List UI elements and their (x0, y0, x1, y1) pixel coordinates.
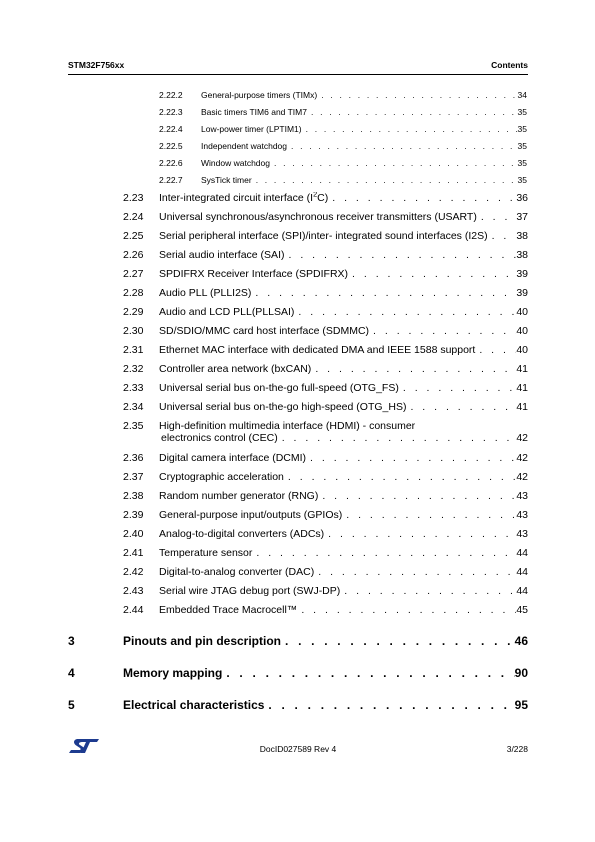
toc-title: Universal serial bus on-the-go full-speed (OTG_FS) (159, 382, 399, 394)
toc-number: 2.33 (123, 382, 144, 394)
toc-entry-2-42[interactable] (123, 566, 528, 581)
toc-number: 2.22.7 (159, 175, 183, 185)
toc-leader (294, 306, 516, 318)
toc-leader (287, 141, 518, 151)
toc-title: Random number generator (RNG) (159, 490, 319, 502)
toc-entry-2-29[interactable] (123, 306, 528, 321)
toc-title: General-purpose input/outputs (GPIOs) (159, 509, 343, 521)
toc-page: 46 (514, 634, 528, 648)
toc-title: Controller area network (bxCAN) (159, 363, 312, 375)
toc-leader (406, 401, 516, 413)
toc-page: 34 (517, 90, 527, 100)
toc-leader (297, 604, 516, 616)
toc-leader (222, 666, 514, 680)
toc-title: Temperature sensor (159, 547, 253, 559)
toc-leader (318, 490, 516, 502)
toc-number: 5 (68, 698, 75, 712)
toc-title: Pinouts and pin description (123, 634, 282, 648)
toc-number: 2.43 (123, 585, 144, 597)
toc-title: Window watchdog (201, 158, 270, 168)
toc-leader (284, 249, 516, 261)
toc-leader (307, 107, 518, 117)
toc-entry-2-34[interactable] (123, 401, 528, 416)
toc-title-line2: electronics control (CEC) (161, 432, 278, 444)
toc-page: 41 (516, 382, 528, 394)
toc-title: Serial peripheral interface (SPI)/inter- integrated sound interfaces (I2S) (159, 230, 488, 242)
toc-page: 40 (516, 325, 528, 337)
toc-page: 40 (516, 306, 528, 318)
toc-entry-2-30[interactable] (123, 325, 528, 340)
toc-page: 43 (516, 509, 528, 521)
toc-number: 2.26 (123, 249, 144, 261)
toc-entry-2-36[interactable] (123, 452, 528, 467)
toc-entry-2-43[interactable] (123, 585, 528, 600)
toc-entry-2-22-3[interactable] (159, 107, 527, 120)
toc-number: 2.31 (123, 344, 144, 356)
toc-title: Inter-integrated circuit interface $(I^2C)$ (159, 192, 329, 204)
toc-leader (270, 158, 518, 168)
toc-page: 44 (516, 566, 528, 578)
toc-entry-5[interactable] (68, 698, 528, 715)
toc-entry-2-22-2[interactable] (159, 90, 527, 103)
toc-entry-3[interactable] (68, 634, 528, 651)
toc-page: 43 (516, 490, 528, 502)
toc-title: Universal serial bus on-the-go high-speed (OTG_HS) (159, 401, 407, 413)
toc-page: 35 (517, 175, 527, 185)
toc-number: 2.37 (123, 471, 144, 483)
toc-page: 35 (517, 107, 527, 117)
toc-entry-2-44[interactable] (123, 604, 528, 619)
toc-entry-2-24[interactable] (123, 211, 528, 226)
toc-number: 2.38 (123, 490, 144, 502)
toc-leader (252, 175, 518, 185)
toc-leader (281, 634, 515, 648)
toc-leader (348, 268, 516, 280)
toc-title: Digital-to-analog converter (DAC) (159, 566, 315, 578)
toc-number: 2.22.5 (159, 141, 183, 151)
toc-page: 35 (517, 141, 527, 151)
toc-page: 95 (514, 698, 528, 712)
toc-entry-2-22-5[interactable] (159, 141, 527, 154)
toc-leader (252, 547, 516, 559)
toc-leader (317, 90, 517, 100)
toc-title: SPDIFRX Receiver Interface (SPDIFRX) (159, 268, 349, 280)
header-part-number: STM32F756xx (68, 60, 125, 70)
toc-entry-2-32[interactable] (123, 363, 528, 378)
toc-number: 2.34 (123, 401, 144, 413)
toc-number: 2.42 (123, 566, 144, 578)
toc-number: 4 (68, 666, 75, 680)
toc-page: 39 (516, 287, 528, 299)
toc-entry-2-38[interactable] (123, 490, 528, 505)
toc-number: 2.27 (123, 268, 144, 280)
toc-number: 2.39 (123, 509, 144, 521)
toc-page: 38 (516, 230, 528, 242)
toc-page: 45 (516, 604, 528, 616)
toc-number: 2.30 (123, 325, 144, 337)
toc-entry-2-22-6[interactable] (159, 158, 527, 171)
toc-entry-2-22-7[interactable] (159, 175, 527, 188)
toc-title: SD/SDIO/MMC card host interface (SDMMC) (159, 325, 370, 337)
toc-number: 2.28 (123, 287, 144, 299)
toc-leader (284, 471, 516, 483)
toc-number: 2.36 (123, 452, 144, 464)
page-number: 3/228 (506, 744, 528, 754)
toc-number: 2.22.2 (159, 90, 183, 100)
toc-entry-4[interactable] (68, 666, 528, 683)
toc-leader (399, 382, 516, 394)
toc-leader (314, 566, 516, 578)
toc-leader (278, 432, 517, 444)
toc-entry-2-37[interactable] (123, 471, 528, 486)
document-id: DocID027589 Rev 4 (259, 744, 337, 754)
toc-title: Independent watchdog (201, 141, 288, 151)
toc-leader (251, 287, 516, 299)
toc-entry-2-31[interactable] (123, 344, 528, 359)
toc-title: SysTick timer (201, 175, 252, 185)
toc-page: 35 (517, 158, 527, 168)
toc-entry-2-27[interactable] (123, 268, 528, 283)
toc-entry-2-28[interactable] (123, 287, 528, 302)
toc-entry-2-41[interactable] (123, 547, 528, 562)
toc-number: 2.44 (123, 604, 144, 616)
toc-number: 2.23 (123, 192, 144, 204)
toc-number: 2.25 (123, 230, 144, 242)
toc-entry-2-39[interactable] (123, 509, 528, 524)
toc-entry-2-23[interactable] (123, 192, 528, 207)
toc-page: 42 (516, 452, 528, 464)
toc-leader (306, 452, 516, 464)
toc-leader (342, 509, 516, 521)
toc-number: 2.41 (123, 547, 144, 559)
toc-page: 39 (516, 268, 528, 280)
toc-title: Audio PLL (PLLI2S) (159, 287, 252, 299)
toc-page: 35 (517, 124, 527, 134)
toc-entry-2-25[interactable] (123, 230, 528, 245)
toc-leader (369, 325, 516, 337)
toc-page: 44 (516, 547, 528, 559)
toc-leader (340, 585, 516, 597)
toc-title: General-purpose timers (TIMx) (201, 90, 318, 100)
toc-entry-2-35[interactable] (123, 420, 528, 448)
toc-number: 2.29 (123, 306, 144, 318)
toc-leader (264, 698, 514, 712)
toc-leader (311, 363, 516, 375)
toc-page: 37 (516, 211, 528, 223)
toc-leader (488, 230, 517, 242)
toc-page: 42 (516, 471, 528, 483)
toc-title: Embedded Trace Macrocell™ (159, 604, 298, 616)
toc-title: Basic timers TIM6 and TIM7 (201, 107, 307, 117)
toc-leader (477, 211, 516, 223)
toc-number: 2.35 (123, 420, 144, 432)
toc-title: Memory mapping (123, 666, 223, 680)
toc-page: 42 (516, 432, 528, 444)
toc-leader (328, 192, 516, 204)
toc-entry-2-33[interactable] (123, 382, 528, 397)
toc-title: Ethernet MAC interface with dedicated DMA and IEEE 1588 support (159, 344, 476, 356)
toc-page: 44 (516, 585, 528, 597)
toc-number: 2.22.6 (159, 158, 183, 168)
toc-page: 41 (516, 363, 528, 375)
page-header (68, 58, 528, 75)
toc-title: Analog-to-digital converters (ADCs) (159, 528, 325, 540)
toc-page: 40 (516, 344, 528, 356)
toc-number: 2.40 (123, 528, 144, 540)
toc-title: Digital camera interface (DCMI) (159, 452, 307, 464)
toc-title: High-definition multimedia interface (HDMI) - consumer (159, 420, 416, 432)
toc-title: Audio and LCD PLL(PLLSAI) (159, 306, 295, 318)
toc-title: Serial wire JTAG debug port (SWJ-DP) (159, 585, 341, 597)
toc-leader (324, 528, 516, 540)
toc-title: Universal synchronous/asynchronous receiver transmitters (USART) (159, 211, 477, 223)
toc-leader (475, 344, 516, 356)
toc-number: 3 (68, 634, 75, 648)
toc-page: 36 (516, 192, 528, 204)
toc-title: Serial audio interface (SAI) (159, 249, 285, 261)
toc-number: 2.32 (123, 363, 144, 375)
toc-page: 90 (514, 666, 528, 680)
toc-leader (302, 124, 518, 134)
toc-title: Cryptographic acceleration (159, 471, 284, 483)
toc-title-continuation (159, 432, 528, 444)
toc-entry-2-40[interactable] (123, 528, 528, 543)
toc-title: Low-power timer (LPTIM1) (201, 124, 302, 134)
page-footer (68, 738, 528, 758)
toc-entry-2-26[interactable] (123, 249, 528, 264)
toc-page: 41 (516, 401, 528, 413)
header-section-title: Contents (491, 60, 528, 70)
toc-number: 2.22.3 (159, 107, 183, 117)
toc-page: 43 (516, 528, 528, 540)
toc-title: Electrical characteristics (123, 698, 265, 712)
toc-entry-2-22-4[interactable] (159, 124, 527, 137)
toc-number: 2.22.4 (159, 124, 183, 134)
toc-page: 38 (516, 249, 528, 261)
toc-number: 2.24 (123, 211, 144, 223)
